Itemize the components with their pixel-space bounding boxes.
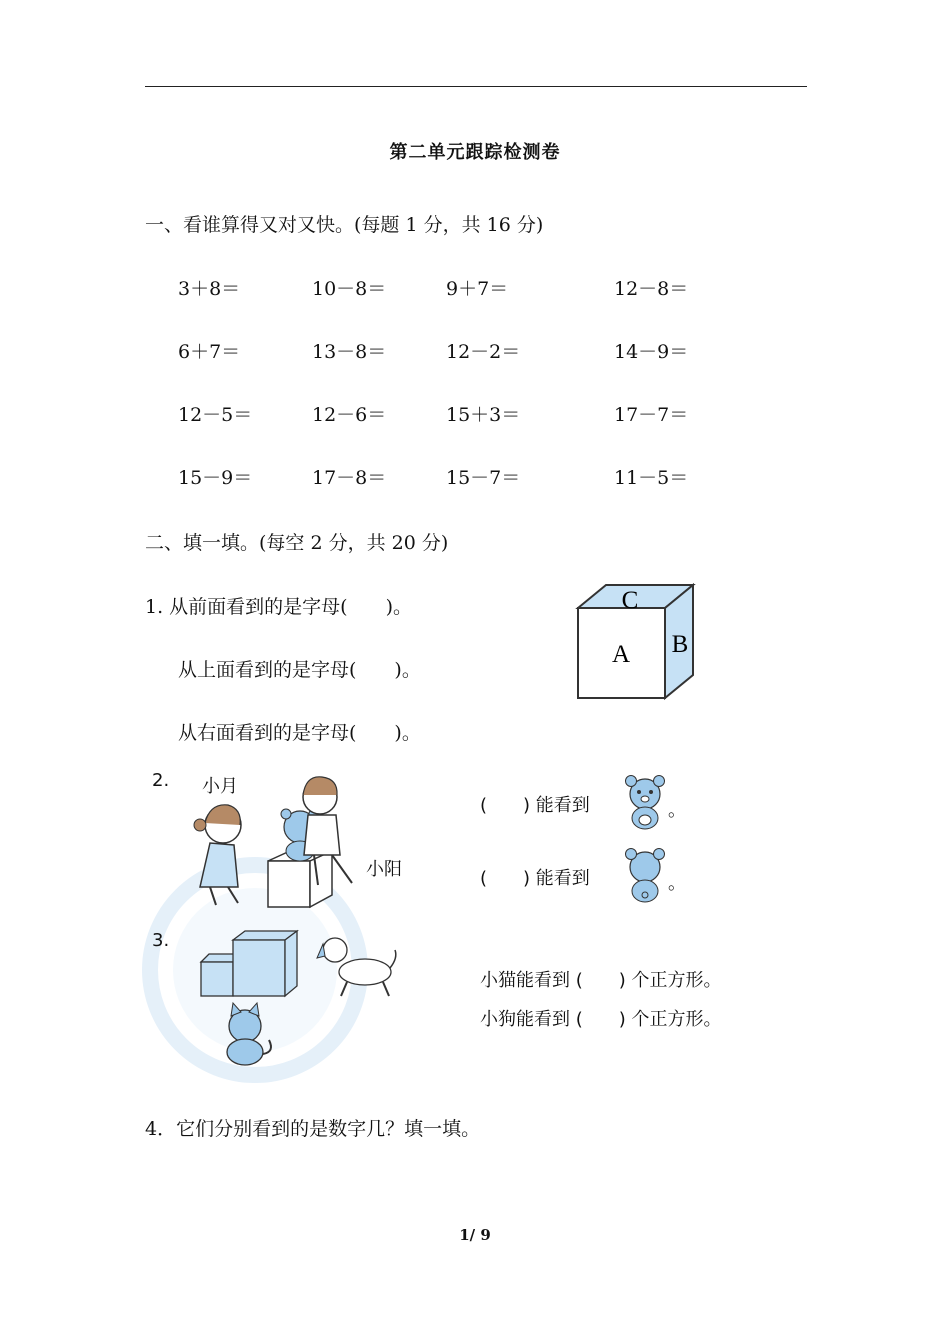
bear-front-icon xyxy=(622,772,668,832)
problem: 12－5＝ xyxy=(178,404,253,426)
problem: 17－7＝ xyxy=(614,404,689,426)
boy-name-label: 小阳 xyxy=(366,859,402,880)
page-title: 第二单元跟踪检测卷 xyxy=(389,142,561,163)
cat-figure xyxy=(227,1003,271,1065)
problem: 15－9＝ xyxy=(178,467,253,489)
q2-period-2: 。 xyxy=(668,873,686,894)
problem: 15＋3＝ xyxy=(446,404,521,426)
problem: 17－8＝ xyxy=(312,467,387,489)
problem: 15－7＝ xyxy=(446,467,521,489)
problem: 3＋8＝ xyxy=(178,278,241,300)
cube-front-letter: A xyxy=(611,641,631,668)
q2-answer-back: ( ) 能看到 xyxy=(480,868,590,889)
stacked-cubes xyxy=(201,931,297,996)
section1-heading: 一、看谁算得又对又快。(每题 1 分，共 16 分) xyxy=(145,214,544,236)
problem: 12－8＝ xyxy=(614,278,689,300)
girl-figure xyxy=(194,805,241,905)
dog-figure xyxy=(317,938,396,996)
children-bear-scene xyxy=(180,765,380,915)
letter-cube-figure xyxy=(570,580,700,705)
problem: 9＋7＝ xyxy=(446,278,509,300)
q2-answer-front: ( ) 能看到 xyxy=(480,795,590,816)
problem: 11－5＝ xyxy=(614,467,689,489)
problem: 12－2＝ xyxy=(446,341,521,363)
girl-name-label: 小月 xyxy=(202,776,238,797)
page-number: 1/ 9 xyxy=(459,1226,491,1244)
q3-cat-line: 小猫能看到 ( ) 个正方形。 xyxy=(480,970,722,991)
q2-number: 2. xyxy=(152,770,170,791)
cube-top-letter: C xyxy=(621,587,639,614)
bear-back-icon xyxy=(622,845,668,905)
cube-right-letter: B xyxy=(671,631,689,658)
problem: 10－8＝ xyxy=(312,278,387,300)
q1-top-line: 从上面看到的是字母( )。 xyxy=(178,659,421,681)
q3-number: 3. xyxy=(152,930,170,951)
section2-heading: 二、填一填。(每空 2 分，共 20 分) xyxy=(145,532,449,554)
q1-right-line: 从右面看到的是字母( )。 xyxy=(178,722,421,744)
q3-dog-line: 小狗能看到 ( ) 个正方形。 xyxy=(480,1009,722,1030)
q1-front-line: 1. 从前面看到的是字母( )。 xyxy=(145,596,412,618)
top-rule xyxy=(145,86,807,87)
q4-line: 4．它们分别看到的是数字几？填一填。 xyxy=(145,1118,481,1140)
problem: 6＋7＝ xyxy=(178,341,241,363)
problem: 14－9＝ xyxy=(614,341,689,363)
cubes-cat-dog-scene xyxy=(195,928,400,1070)
problem: 13－8＝ xyxy=(312,341,387,363)
problem: 12－6＝ xyxy=(312,404,387,426)
q2-period: 。 xyxy=(668,800,686,821)
